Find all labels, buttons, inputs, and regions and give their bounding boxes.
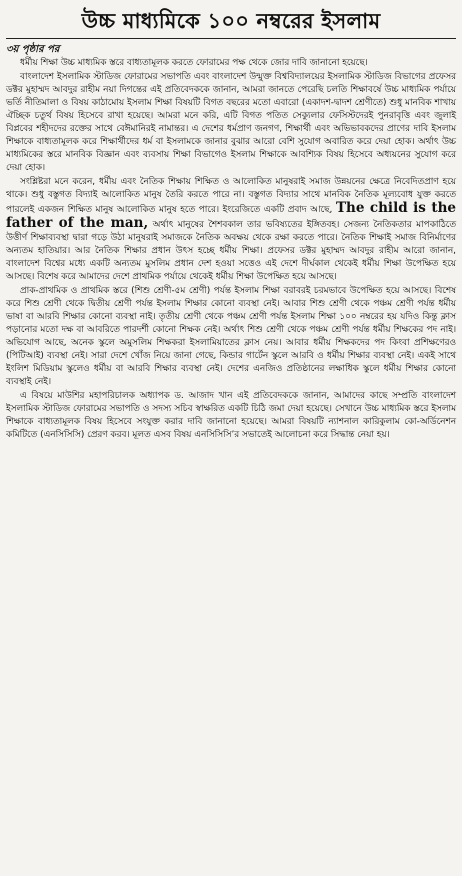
paragraph-3-lead: সংশ্লিষ্টরা মনে করেন, ধর্মীয় এবং নৈতিক শিক্ষায় শিক্ষিত ও আলোকিত মানুষরাই সমাজ উন্নয়নের ক্ষেত্রে নিবেদিতপ্রাণ হয়ে থাকে। শুধু বস্তুগত বিদ্যাই আলোকিত মানুষ তৈরি করতে পারে না। বস্তুগত বিদ্যার সাথে মানবিক নৈতিক মূল্যবোধ যুক্ত করতে পারলেই একজন শিক্ষিত মানুষ আলোকিত মানুষ হতে পারে। ইংরেজিতে একটি প্রবাদ আছে, — [6, 177, 456, 215]
paragraph-2: বাংলাদেশ ইসলামিক স্টাডিজ ফোরামের সভাপতি এবং বাংলাদেশ উন্মুক্ত বিশ্ববিদ্যালয়ের ইসলামিক স্টাডিজ বিভাগের প্রফেসর ডক্টর মুহাম্মদ আবদুর রাহীম নয়া দিগন্তের এই প্রতিবেদককে জানান, আমরা জানতে পেরেছি চলতি শিক্ষাবর্ষে উচ্চ মাধ্যমিক পর্যায়ে ভর্তি নীতিমালা ও বিষয় কাঠামোয় ইসলাম শিক্ষা বিষয়টি বিগত বছরের মতো এবারো (একাদশ-দ্বাদশ শ্রেণীতে) শুধু মানবিক শাখায় ঐচ্ছিক চতুর্থ বিষয় হিসেবে রাখা হয়েছে। আমরা মনে করি, এটি বিগত পতিত সেক্যুলার ফেসিস্টদেরই পুনরাবৃত্তি এবং জুলাই বিপ্লবের শহীদদের রক্তের সাথে বেঈমানিরই নামান্তর। এ দেশের ধর্মপ্রাণ জনগণ, শিক্ষার্থী এবং অভিভাবকদের প্রাণের দাবি ইসলাম শিক্ষাকে বাধ্যতামূলক করে শিক্ষার্থীদের ধর্ম বা ইসলামকে জানার বুঝার আরো বেশি সুযোগ অবারিত করে দেয়া হোক। অর্থাৎ উচ্চ মাধ্যমিকের স্তরে মানবিক বিজ্ঞান এবং ব্যবসায় শিক্ষা বিভাগেও ইসলাম শিক্ষাকে আবশ্যিক বিষয় হিসেবে অধ্যয়নের সুযোগ করে দেয়া হোক। — [6, 72, 456, 173]
article-body — [6, 57, 456, 442]
paragraph-4: প্রাক-প্রাথমিক ও প্রাথমিক স্তরে (শিশু শ্রেণী-৫ম শ্রেণী) পর্যন্ত ইসলাম শিক্ষা বরাবরই চরমভাবে উপেক্ষিত হয়ে আসছে। বিশেষ করে শিশু শ্রেণী থেকে দ্বিতীয় শ্রেণী পর্যন্ত ইসলাম শিক্ষার কোনো ব্যবস্থা নেই। আবার শিশু শ্রেণী থেকে পঞ্চম শ্রেণী পর্যন্ত ধর্মীয় ভাষা বা আরবি শিক্ষার কোনো ব্যবস্থা নাই। তৃতীয় শ্রেণী থেকে পঞ্চম শ্রেণী পর্যন্ত ইসলাম শিক্ষা ১০০ নম্বরের হয় যদিও কিন্তু ক্লাস পড়ানোর মতো দক্ষ বা আবরিতে পারদর্শী কোনো শিক্ষক নেই। অর্থাৎ শিশু শ্রেণী থেকে পঞ্চম শ্রেণী পর্যন্ত ধর্মীয় শিক্ষকের পদ নাই। অভিযোগ আছে, অনেক স্কুলে অমুসলিম শিক্ষকরা ইসলামিয়াতের ক্লাস নেয়। আবার ধর্মীয় শিক্ষকদের পদ কিংবা প্রশিক্ষণেরও (পিটিআই) ব্যবস্থা নেই। সারা দেশে খোঁজ নিয়ে জানা গেছে, কিন্ডার গার্টেন স্কুলে আরবি ও ধর্মীয় শিক্ষার ব্যবস্থা নেই। একই সাথে ইংলিশ মিডিয়াম স্কুলেও ধর্মীয় বা আরবি শিক্ষার ব্যবস্থা নেই। দেশের এনজিও প্রতিষ্ঠানের লক্ষাধিক স্কুলে ধর্মীয় শিক্ষার কোনো ব্যবস্থাই নেই। — [6, 286, 456, 387]
paragraph-3-rest: অর্থাৎ মানুষের শৈশবকাল তার ভবিষ্যতের ইঙ্গিতবহ। সেজন্য নৈতিকতার মাপকাঠিতে উত্তীর্ণ শিক্ষাব্যবস্থা দ্বারা গড়ে উঠা মানুষরাই সমাজকে নৈতিক অবক্ষয় থেকে রক্ষা করতে পারে। নৈতিক শিক্ষাই সমাজ বিনির্মাণের অন্যতম হাতিয়ার। আর নৈতিক শিক্ষার প্রধান উৎস হচ্ছে ধর্মীয় শিক্ষা। প্রফেসর ডক্টর মুহাম্মদ আবদুর রাহীম আরো জানান, বাংলাদেশ বিশ্বের মধ্যে একটি অন্যতম মুসলিম প্রধান দেশ হওয়া সত্তেও এই দেশে দীর্ঘকাল থেকেই ধর্মীয় শিক্ষা উপেক্ষিত হয়ে আসছে। বিশেষ করে আমাদের দেশে প্রাথমিক পর্যায়ে থেকেই ধর্মীয় শিক্ষা উপেক্ষিত হয়ে আসছে। — [6, 220, 456, 282]
paragraph-3 — [6, 176, 456, 284]
article-headline: উচ্চ মাধ্যমিকে ১০০ নম্বরের ইসলাম — [81, 9, 381, 33]
english-proverb-quote: The child is the father of the man, — [6, 200, 457, 231]
continued-from-label: ৩য় পৃষ্ঠার পর — [6, 44, 60, 55]
paragraph-1: ধর্মীয় শিক্ষা উচ্চ মাধ্যমিক স্তরে বাধ্যতামূলক করতে ফোরামের পক্ষ থেকে জোর দাবি জানানো হয়েছে। — [20, 58, 368, 68]
headline-divider — [6, 38, 456, 39]
paragraph-5: এ বিষয়ে মাউশির মহাপরিচালক অধ্যাপক ড. আজাদ খান এই প্রতিবেদককে জানান, আমাদের কাছে সম্প্রতি বাংলাদেশ ইসলামিক স্টাডিজ ফোরামের সভাপতি ও সদস্য সচিব স্বাক্ষরিত একটি চিঠি জমা দেয়া হয়েছে। সেখানে উচ্চ মাধ্যমিক স্তরে ইসলাম শিক্ষাকে বাধ্যতামূলক বিষয় হিসেবে সংযুক্ত করার দাবি জানানো হয়েছে। আমরা বিষয়টি ন্যাশনাল কারিকুলাম কো-অর্ডিনেশন কমিটিতে (এনসিসিসি) প্রেরণ করব। মূলত এসব বিষয় এনসিসিসি’র সভাতেই আলোচনা করে সিদ্ধান্ত নেয়া হয়। — [6, 391, 456, 440]
